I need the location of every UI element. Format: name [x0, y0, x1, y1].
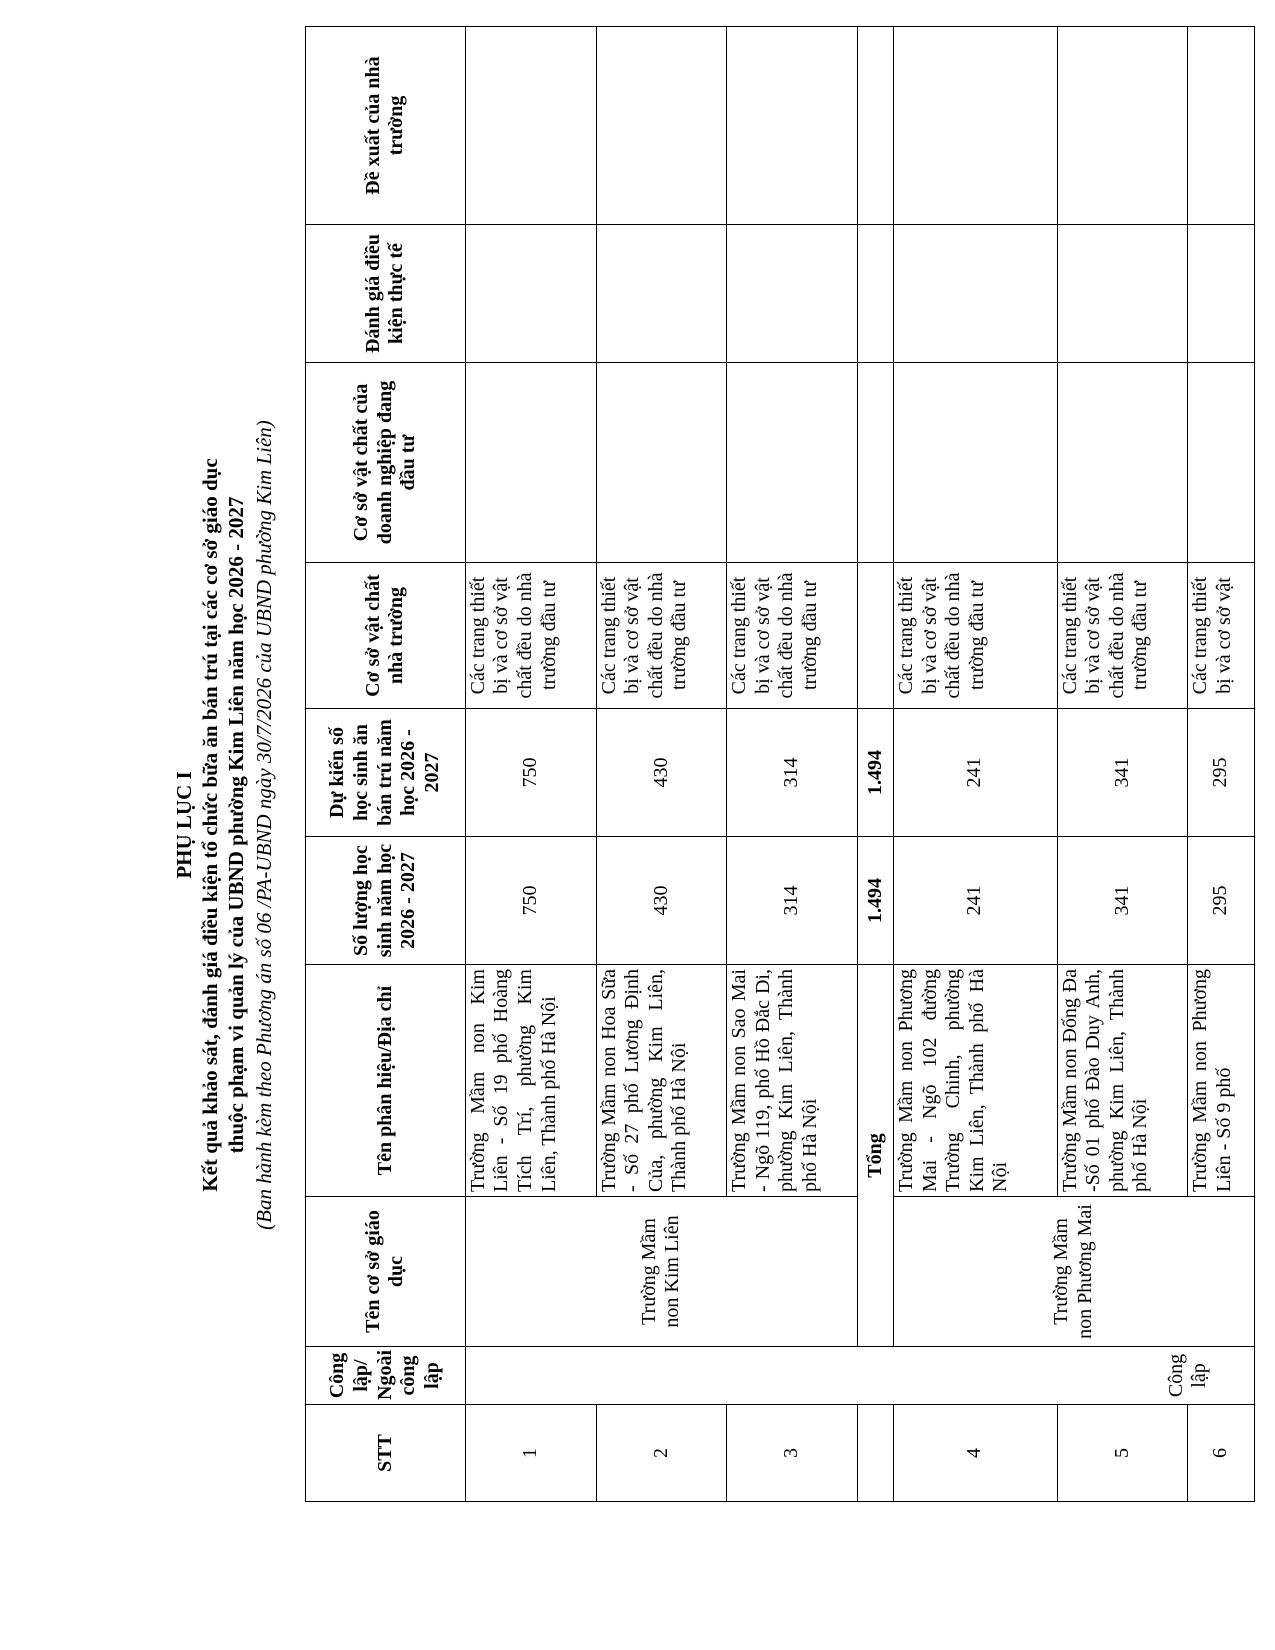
total-du-kien: 1.494	[858, 709, 894, 837]
empty-cell	[727, 225, 858, 363]
empty-cell	[858, 563, 894, 709]
empty-cell	[1057, 363, 1188, 563]
branch-cell: Trường Mầm non Phương Liên - Số 9 phố	[1188, 965, 1255, 1197]
stt-cell: 4	[894, 1405, 1057, 1502]
csvc-cell: Các trang thiết bị và cơ sở vật chất đều do nhà trường đầu tư	[1057, 563, 1188, 709]
csvc-cell: Các trang thiết bị và cơ sở vật chất đều do nhà trường đầu tư	[465, 563, 596, 709]
title-line-2: thuộc phạm vi quản lý của UBND phường Kim Liên năm học 2026 - 2027	[224, 496, 248, 1154]
header-ten-co-so: Tên cơ sở giáo dục	[306, 1197, 466, 1347]
so-luong-cell: 430	[596, 837, 727, 965]
empty-cell	[727, 363, 858, 563]
stt-cell: 1	[465, 1405, 596, 1502]
cong-lap-label: Công lập	[1164, 1353, 1211, 1398]
empty-cell	[858, 363, 894, 563]
stt-cell: 5	[1057, 1405, 1188, 1502]
empty-cell	[1188, 363, 1255, 563]
empty-cell	[1057, 225, 1188, 363]
header-csvc-truong: Cơ sở vật chất nhà trường	[306, 563, 466, 709]
empty-cell	[858, 225, 894, 363]
total-so-luong: 1.494	[858, 837, 894, 965]
so-luong-cell: 341	[1057, 837, 1188, 965]
empty-cell	[1188, 27, 1255, 225]
stt-cell: 2	[596, 1405, 727, 1502]
csvc-cell: Các trang thiết bị và cơ sở vật chất đều do nhà trường đầu tư	[596, 563, 727, 709]
empty-cell	[727, 27, 858, 225]
du-kien-cell: 314	[727, 709, 858, 837]
branch-cell: Trường Mầm non Sao Mai - Ngõ 119, phố Hồ Đắc Di, phường Kim Liên, Thành phố Hà Nội	[727, 965, 858, 1197]
header-ten-phan-hieu: Tên phân hiệu/Địa chỉ	[306, 965, 466, 1197]
empty-cell	[596, 225, 727, 363]
csvc-cell: Các trang thiết bị và cơ sở vật	[1188, 563, 1255, 709]
so-luong-cell: 241	[894, 837, 1057, 965]
branch-cell: Trường Mầm non Đống Đa -Số 01 phố Đào Duy Anh, phường Kim Liên, Thành phố Hà Nội	[1057, 965, 1188, 1197]
empty-cell	[894, 27, 1057, 225]
header-so-luong: Số lượng học sinh năm học 2026 - 2027	[306, 837, 466, 965]
empty-cell	[1188, 225, 1255, 363]
total-label: Tổng	[858, 965, 894, 1347]
du-kien-cell: 295	[1188, 709, 1255, 837]
header-stt: STT	[306, 1405, 466, 1502]
empty-cell	[596, 27, 727, 225]
title-line-3: (Ban hành kèm theo Phương án số 06 /PA-UBND ngày 30/7/2026 của UBND phường Kim Liên)	[252, 420, 276, 1230]
table-row	[465, 27, 596, 1502]
du-kien-cell: 430	[596, 709, 727, 837]
header-de-xuat: Đề xuất của nhà trường	[306, 27, 466, 225]
school-cell: Trường Mầm non Phương Mai	[894, 1197, 1255, 1347]
du-kien-cell: 241	[894, 709, 1057, 837]
so-luong-cell: 314	[727, 837, 858, 965]
title-line-1: Kết quả khảo sát, đánh giá điều kiện tổ chức bữa ăn bán trú tại các cơ sở giáo dục	[198, 458, 222, 1192]
empty-cell	[894, 225, 1057, 363]
empty-cell	[465, 225, 596, 363]
appendix-heading: PHỤ LỤC I	[172, 771, 196, 879]
branch-cell: Trường Mầm non Phương Mai - Ngõ 102 đường Trường Chinh, phường Kim Liên, Thành phố Hà Nội	[894, 965, 1057, 1197]
table-row	[894, 27, 1057, 1502]
school-cell: Trường Mầm non Kim Liên	[465, 1197, 857, 1347]
so-luong-cell: 750	[465, 837, 596, 965]
cong-lap-cell	[465, 1347, 1254, 1405]
branch-cell: Trường Mầm non Kim Liên - Số 19 phố Hoàng Tích Trí, phường Kim Liên, Thành phố Hà Nội	[465, 965, 596, 1197]
du-kien-cell: 341	[1057, 709, 1188, 837]
header-csvc-doanh-nghiep: Cơ sở vật chất của doanh nghiệp đang đầu tư	[306, 363, 466, 563]
empty-cell	[858, 1405, 894, 1502]
csvc-cell: Các trang thiết bị và cơ sở vật chất đều do nhà trường đầu tư	[727, 563, 858, 709]
empty-cell	[858, 27, 894, 225]
header-cong-lap: Công lập/ Ngoài công lập	[306, 1347, 466, 1405]
empty-cell	[465, 363, 596, 563]
header-row	[306, 27, 466, 1502]
du-kien-cell: 750	[465, 709, 596, 837]
branch-cell: Trường Mầm non Hoa Sữa - Số 27 phố Lương Định Của, phường Kim Liên, Thành phố Hà Nội	[596, 965, 727, 1197]
empty-cell	[1057, 27, 1188, 225]
empty-cell	[894, 363, 1057, 563]
so-luong-cell: 295	[1188, 837, 1255, 965]
total-row	[858, 27, 894, 1502]
stt-cell: 3	[727, 1405, 858, 1502]
header-danh-gia: Đánh giá điều kiện thực tế	[306, 225, 466, 363]
empty-cell	[596, 363, 727, 563]
csvc-cell: Các trang thiết bị và cơ sở vật chất đều do nhà trường đầu tư	[894, 563, 1057, 709]
empty-cell	[465, 27, 596, 225]
survey-table	[305, 26, 1255, 1502]
header-du-kien: Dự kiến số học sinh ăn bán trú năm học 2026 - 2027	[306, 709, 466, 837]
stt-cell: 6	[1188, 1405, 1255, 1502]
